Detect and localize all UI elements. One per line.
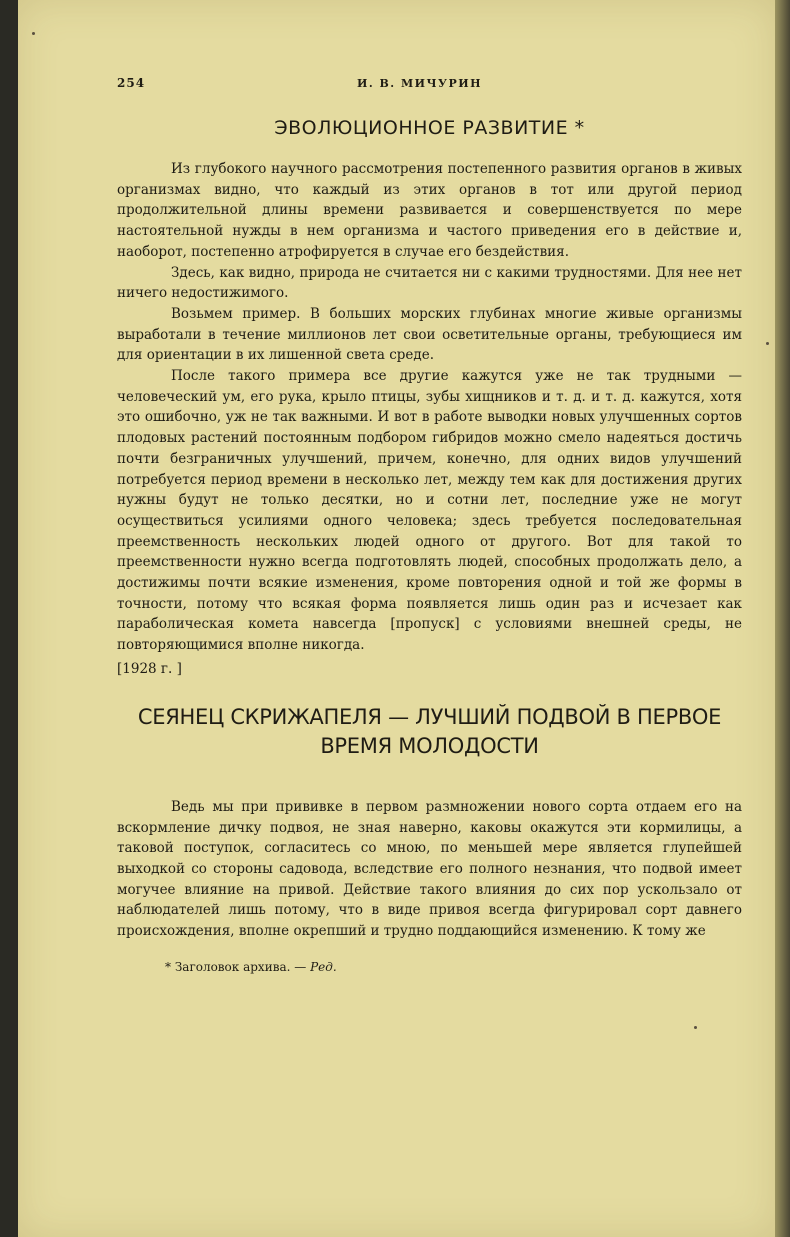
- paragraph: Из глубокого научного рассмотрения постепенного развития органов в живых организмах видно, что каждый из этих органов в тот или другой период продолжительной длины времени развивается и совершенствуется по мере настоятельной нужды в нем организма и частого приведения его в действие и, наоборот, постепенно атрофируется в случае его бездействия.: [117, 161, 742, 260]
- paper-speck: [766, 342, 769, 345]
- footnote: [165, 960, 742, 974]
- article-title: [117, 703, 742, 761]
- page-edge-shadow: [775, 0, 790, 1237]
- paragraph: После такого примера все другие кажутся уже не так трудными — человеческий ум, его рука, крыло птицы, зубы хищников и т. д. и т. д. кажутся, хотя это ошибочно, уж не так важными. И вот в работе выводки новых улучшенных сортов плодовых растений постоянным подбором гибридов можно смело надеяться достичь почти безграничных улучшений, причем, конечно, для одних видов улучшений потребуется период времени в несколько лет, между тем как для достижения других нужны будут не только десятки, но и сотни лет, последние уже не могут осуществиться усилиями одного человека; здесь требуется последовательная преемственность нескольких людей одного от другого. Вот для такой то преемственности нужно всегда подготовлять людей, способных продолжать дело, а достижимы почти всякие изменения, кроме повторения одной и той же формы в точности, потому что всякая форма появляется лишь один раз и исчезает как параболическая комета навсегда [пропуск] с условиями внешней среды, не повторяющимися вполне никогда.: [117, 368, 742, 654]
- paragraph: Ведь мы при прививке в первом размножении нового сорта отдаем его на вскормление дичку подвоя, не зная наверно, каковы окажутся эти кормилицы, а таковой поступок, согласитесь со мною, по меньшей мере является глупейшей выходкой со стороны садовода, вследствие его полного незнания, что подвой имеет могучее влияние на привой. Действие такого влияния до сих пор ускользало от наблюдателей лишь потому, что в виде привоя всегда фигурировал сорт давнего происхождения, вполне окрепший и трудно поддающийся изменению. К тому же: [117, 798, 742, 940]
- running-head: И. В. МИЧУРИН: [356, 77, 483, 90]
- title-line: ВРЕМЯ МОЛОДОСТИ: [320, 733, 539, 758]
- footnote-text: * Заголовок архива. —: [165, 959, 307, 974]
- page-header: [117, 76, 742, 100]
- title-line: СЕЯНЕЦ СКРИЖАПЕЛЯ — ЛУЧШИЙ ПОДВОЙ В ПЕРВОЕ: [137, 704, 722, 729]
- paragraph: Возьмем пример. В больших морских глубинах многие живые организмы выработали в течение миллионов лет свои осветительные органы, требующиеся им для ориентации в их лишенной света среде.: [117, 305, 742, 364]
- article-body: [117, 797, 742, 942]
- paper-speck: [32, 32, 35, 35]
- footnote-editor-mark: Ред.: [310, 959, 337, 974]
- paper-speck: [694, 1026, 697, 1029]
- article-title: ЭВОЛЮЦИОННОЕ РАЗВИТИЕ *: [274, 117, 585, 139]
- article-date: [1928 г. ]: [117, 660, 182, 677]
- paragraph: Здесь, как видно, природа не считается ни с какими трудностями. Для нее нет ничего недостижимого.: [117, 264, 742, 302]
- page-content: [117, 76, 742, 974]
- page-number: 254: [117, 76, 146, 90]
